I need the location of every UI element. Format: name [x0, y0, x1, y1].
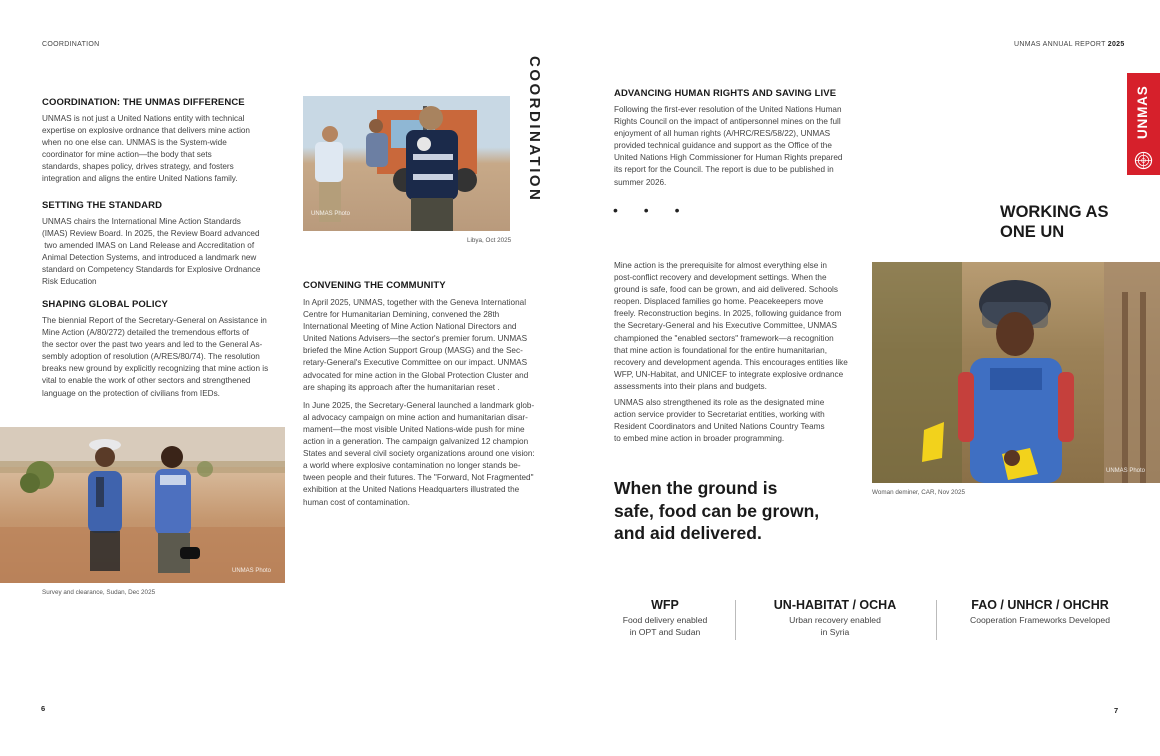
section-body-para1: In April 2025, UNMAS, together with the Geneva International Centre for Humanitarian Demining, convened the 28th International Meeting of Mine Action National Directors and United Nations Advisers—the sector's premier forum. UNMAS briefed the Mine Action Support Group (MASG) and the Sec- retary-General's Executive Committee on our impact. UNMAS advocated for mine action in the Global Protection Cluster and are shaping its approach after the humanitarian reset . [303, 298, 529, 392]
section-shaping-policy [42, 299, 292, 400]
section-body: UNMAS chairs the International Mine Action Standards (IMAS) Review Board. In 2025, the Review Board advanced two amended IMAS on Land Release and Accreditation of Animal Detection Systems, and introduced a landmark new standard on Competency Standards for Explosive Ordnance Risk Education [42, 217, 261, 287]
stat-description: Urban recovery enabled in Syria [789, 615, 881, 637]
working-as-one-un-title: WORKING AS ONE UN [1000, 203, 1109, 241]
page-number-left: 6 [41, 704, 46, 713]
report-year: 2025 [1107, 41, 1125, 48]
running-header-right: UNMAS ANNUAL REPORT 2025 [1014, 41, 1125, 48]
section-title: SHAPING GLOBAL POLICY [42, 299, 168, 310]
un-emblem-icon [1134, 151, 1153, 170]
decorative-dots: • • • [613, 202, 691, 218]
photo-deminer-illustration [872, 262, 1160, 483]
section-advancing-human-rights [614, 88, 864, 189]
page-number-right: 7 [1114, 706, 1119, 715]
photo-caption-sudan: Survey and clearance, Sudan, Dec 2025 [42, 589, 156, 596]
stat-description: Food delivery enabled in OPT and Sudan [622, 615, 708, 637]
section-title: COORDINATION: THE UNMAS DIFFERENCE [42, 97, 245, 108]
photo-caption-libya: Libya, Oct 2025 [467, 237, 512, 244]
stat-un-habitat-ocha [745, 598, 925, 638]
section-unmas-difference [42, 97, 292, 186]
stat-fao-unhcr-ohchr [950, 598, 1130, 626]
stat-divider [936, 600, 937, 640]
photo-sudan-clearance [0, 427, 285, 583]
section-body: UNMAS is not just a United Nations entity with technical expertise on explosive ordnance that delivers mine action when no one else can. UNMAS is the System-wide coordinator for mine action—the body that sets standards, shapes policy, drives strategy, and fosters integration and aligns the entire United Nations family. [42, 114, 250, 184]
vertical-section-title: COORDINATION [526, 56, 543, 203]
section-body-para2: UNMAS also strengthened its role as the designated mine action service provider to Secretariat entities, working with Resident Coordinators and United Nations Country Teams to embed mine action in broader programming. [614, 398, 825, 444]
section-body-para2: In June 2025, the Secretary-General launched a landmark glob- al advocacy campaign on mine action and humanitarian disar- mament—the most visible United Nations-wide push for mine action in a generation. The campaign galvanized 12 champion States and several civil society organizations around one vision: a world where explosive contamination no longer stands be- tween people and their futures. The "Forward, Not Fragmented" exhibition at the United Nations Headquarters illustrated the human cost of contamination. [303, 400, 535, 507]
pull-quote: When the ground is safe, food can be grown, and aid delivered. [614, 478, 820, 543]
stat-description: Cooperation Frameworks Developed [970, 615, 1110, 625]
stat-title: UN-HABITAT / OCHA [773, 598, 897, 612]
photo-credit: UNMAS Photo [232, 568, 272, 574]
photo-libya [303, 96, 510, 231]
section-mine-action [614, 260, 860, 445]
section-convening [303, 280, 553, 509]
photo-credit: UNMAS Photo [311, 211, 351, 217]
stat-title: FAO / UNHCR / OHCHR [971, 598, 1109, 612]
stat-divider [735, 600, 736, 640]
unmas-logo-tab [1127, 73, 1160, 175]
photo-sudan-illustration [0, 427, 285, 583]
stat-title: WFP [651, 598, 679, 612]
photo-caption-car: Woman deminer, CAR, Nov 2025 [872, 489, 965, 496]
section-body: Following the first-ever resolution of the United Nations Human Rights Council on the impact of antipersonnel mines on the full enjoyment of all human rights (A/HRC/RES/58/22), UNMAS provided technical guidance and support as the Office of the United Nations High Commissioner for Human Rights prepared its report for the Council. The report is due to be published in summer 2026. [614, 105, 843, 187]
unmas-logo-text: UNMAS [1135, 85, 1150, 139]
section-body-para1: Mine action is the prerequisite for almost everything else in post-conflict recovery and development settings. When the ground is safe, food can be grown, and aid delivered. Schools reopen. Displaced families go home. Peacekeepers move freely. Reconstruction begins. In 2025, following guidance from the Secretary-General and his Executive Committee, UNMAS championed the "enabled sectors" framework—a recognition that mine action is foundational for the entire humanitarian, recovery and development agenda. This encourages entities like WFP, UN-Habitat, and UNICEF to integrate explosive ordnance assessments into their plans and budgets. [614, 261, 848, 391]
section-setting-standard [42, 200, 292, 289]
section-body: The biennial Report of the Secretary-General on Assistance in Mine Action (A/80/272) detailed the tremendous efforts of the sector over the past two years and led to the General As- sembly adoption of resolution (A/RES/80/74). The resolution breaks new ground by explicitly recognizing that mine action is vital to enable the work of other sectors and strengthened language on the protection of civilians from IEDs. [42, 316, 269, 398]
section-title: CONVENING THE COMMUNITY [303, 280, 446, 291]
section-title: SETTING THE STANDARD [42, 200, 163, 211]
photo-woman-deminer [872, 262, 1160, 483]
photo-credit: UNMAS Photo [1106, 468, 1146, 474]
section-title: ADVANCING HUMAN RIGHTS AND SAVING LIVE [614, 88, 837, 99]
running-header-left: COORDINATION [42, 41, 100, 48]
stat-wfp [596, 598, 734, 638]
